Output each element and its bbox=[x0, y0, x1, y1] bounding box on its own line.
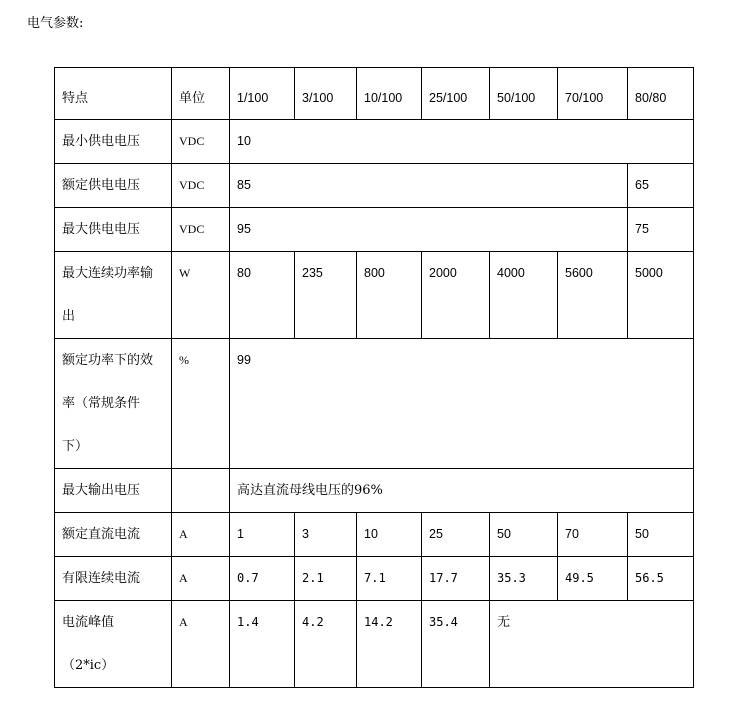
row-label bbox=[55, 339, 172, 469]
row-unit: W bbox=[172, 252, 230, 339]
row-value: 49.5 bbox=[558, 557, 628, 601]
row-unit: VDC bbox=[172, 120, 230, 164]
header-model: 50/100 bbox=[490, 68, 558, 120]
table-row-rated-voltage bbox=[55, 164, 694, 208]
row-value: 2000 bbox=[422, 252, 490, 339]
row-label-line: 额定功率下的效 bbox=[62, 353, 154, 368]
row-value: 2.1 bbox=[295, 557, 357, 601]
electrical-parameters-table bbox=[54, 67, 694, 688]
row-unit: A bbox=[172, 601, 230, 688]
row-label: 有限连续电流 bbox=[55, 557, 172, 601]
row-value: 7.1 bbox=[357, 557, 422, 601]
row-value: 50 bbox=[628, 513, 694, 557]
row-value: 56.5 bbox=[628, 557, 694, 601]
row-label-line: 出 bbox=[62, 309, 76, 324]
row-unit: VDC bbox=[172, 208, 230, 252]
row-unit: A bbox=[172, 513, 230, 557]
row-value: 35.3 bbox=[490, 557, 558, 601]
table-header-row bbox=[55, 68, 694, 120]
header-model: 1/100 bbox=[230, 68, 295, 120]
row-value: 0.7 bbox=[230, 557, 295, 601]
row-unit: % bbox=[172, 339, 230, 469]
header-model: 10/100 bbox=[357, 68, 422, 120]
header-unit: 单位 bbox=[172, 68, 230, 120]
row-label-line: 率（常规条件 bbox=[62, 396, 141, 411]
row-value: 25 bbox=[422, 513, 490, 557]
row-unit: A bbox=[172, 557, 230, 601]
row-value: 235 bbox=[295, 252, 357, 339]
row-label-line: 下） bbox=[62, 439, 89, 454]
row-value: 4.2 bbox=[295, 601, 357, 688]
row-value: 14.2 bbox=[357, 601, 422, 688]
header-model: 70/100 bbox=[558, 68, 628, 120]
row-value: 10 bbox=[357, 513, 422, 557]
header-model: 80/80 bbox=[628, 68, 694, 120]
row-value: 85 bbox=[230, 164, 628, 208]
row-value: 高达直流母线电压的96% bbox=[230, 469, 694, 513]
row-value: 1.4 bbox=[230, 601, 295, 688]
row-value: 5000 bbox=[628, 252, 694, 339]
row-label: 最大输出电压 bbox=[55, 469, 172, 513]
row-value: 70 bbox=[558, 513, 628, 557]
table-row-limited-current bbox=[55, 557, 694, 601]
row-value: 17.7 bbox=[422, 557, 490, 601]
row-value: 10 bbox=[230, 120, 694, 164]
header-model: 3/100 bbox=[295, 68, 357, 120]
table-row-peak-current bbox=[55, 601, 694, 688]
row-label-line: 电流峰值 bbox=[62, 615, 115, 630]
table-row-max-power bbox=[55, 252, 694, 339]
row-value: 80 bbox=[230, 252, 295, 339]
row-value-none: 无 bbox=[490, 601, 694, 688]
row-value: 4000 bbox=[490, 252, 558, 339]
table-row-efficiency bbox=[55, 339, 694, 469]
row-value: 95 bbox=[230, 208, 628, 252]
row-label bbox=[55, 252, 172, 339]
row-label: 最小供电电压 bbox=[55, 120, 172, 164]
row-value: 35.4 bbox=[422, 601, 490, 688]
row-value: 65 bbox=[628, 164, 694, 208]
section-heading: 电气参数: bbox=[27, 16, 84, 31]
row-value: 99 bbox=[230, 339, 694, 469]
row-label: 额定供电电压 bbox=[55, 164, 172, 208]
row-value: 800 bbox=[357, 252, 422, 339]
row-value: 5600 bbox=[558, 252, 628, 339]
row-value: 3 bbox=[295, 513, 357, 557]
row-value: 75 bbox=[628, 208, 694, 252]
table-row-max-output-voltage bbox=[55, 469, 694, 513]
row-unit bbox=[172, 469, 230, 513]
row-value: 50 bbox=[490, 513, 558, 557]
row-value: 1 bbox=[230, 513, 295, 557]
table-row-max-voltage bbox=[55, 208, 694, 252]
row-label-line: 最大连续功率输 bbox=[62, 266, 154, 281]
row-unit: VDC bbox=[172, 164, 230, 208]
header-model: 25/100 bbox=[422, 68, 490, 120]
row-label bbox=[55, 601, 172, 688]
header-feature: 特点 bbox=[55, 68, 172, 120]
table-row-rated-current bbox=[55, 513, 694, 557]
row-label-line: （2*ic） bbox=[62, 658, 115, 673]
row-label: 额定直流电流 bbox=[55, 513, 172, 557]
row-label: 最大供电电压 bbox=[55, 208, 172, 252]
table-row-min-voltage bbox=[55, 120, 694, 164]
